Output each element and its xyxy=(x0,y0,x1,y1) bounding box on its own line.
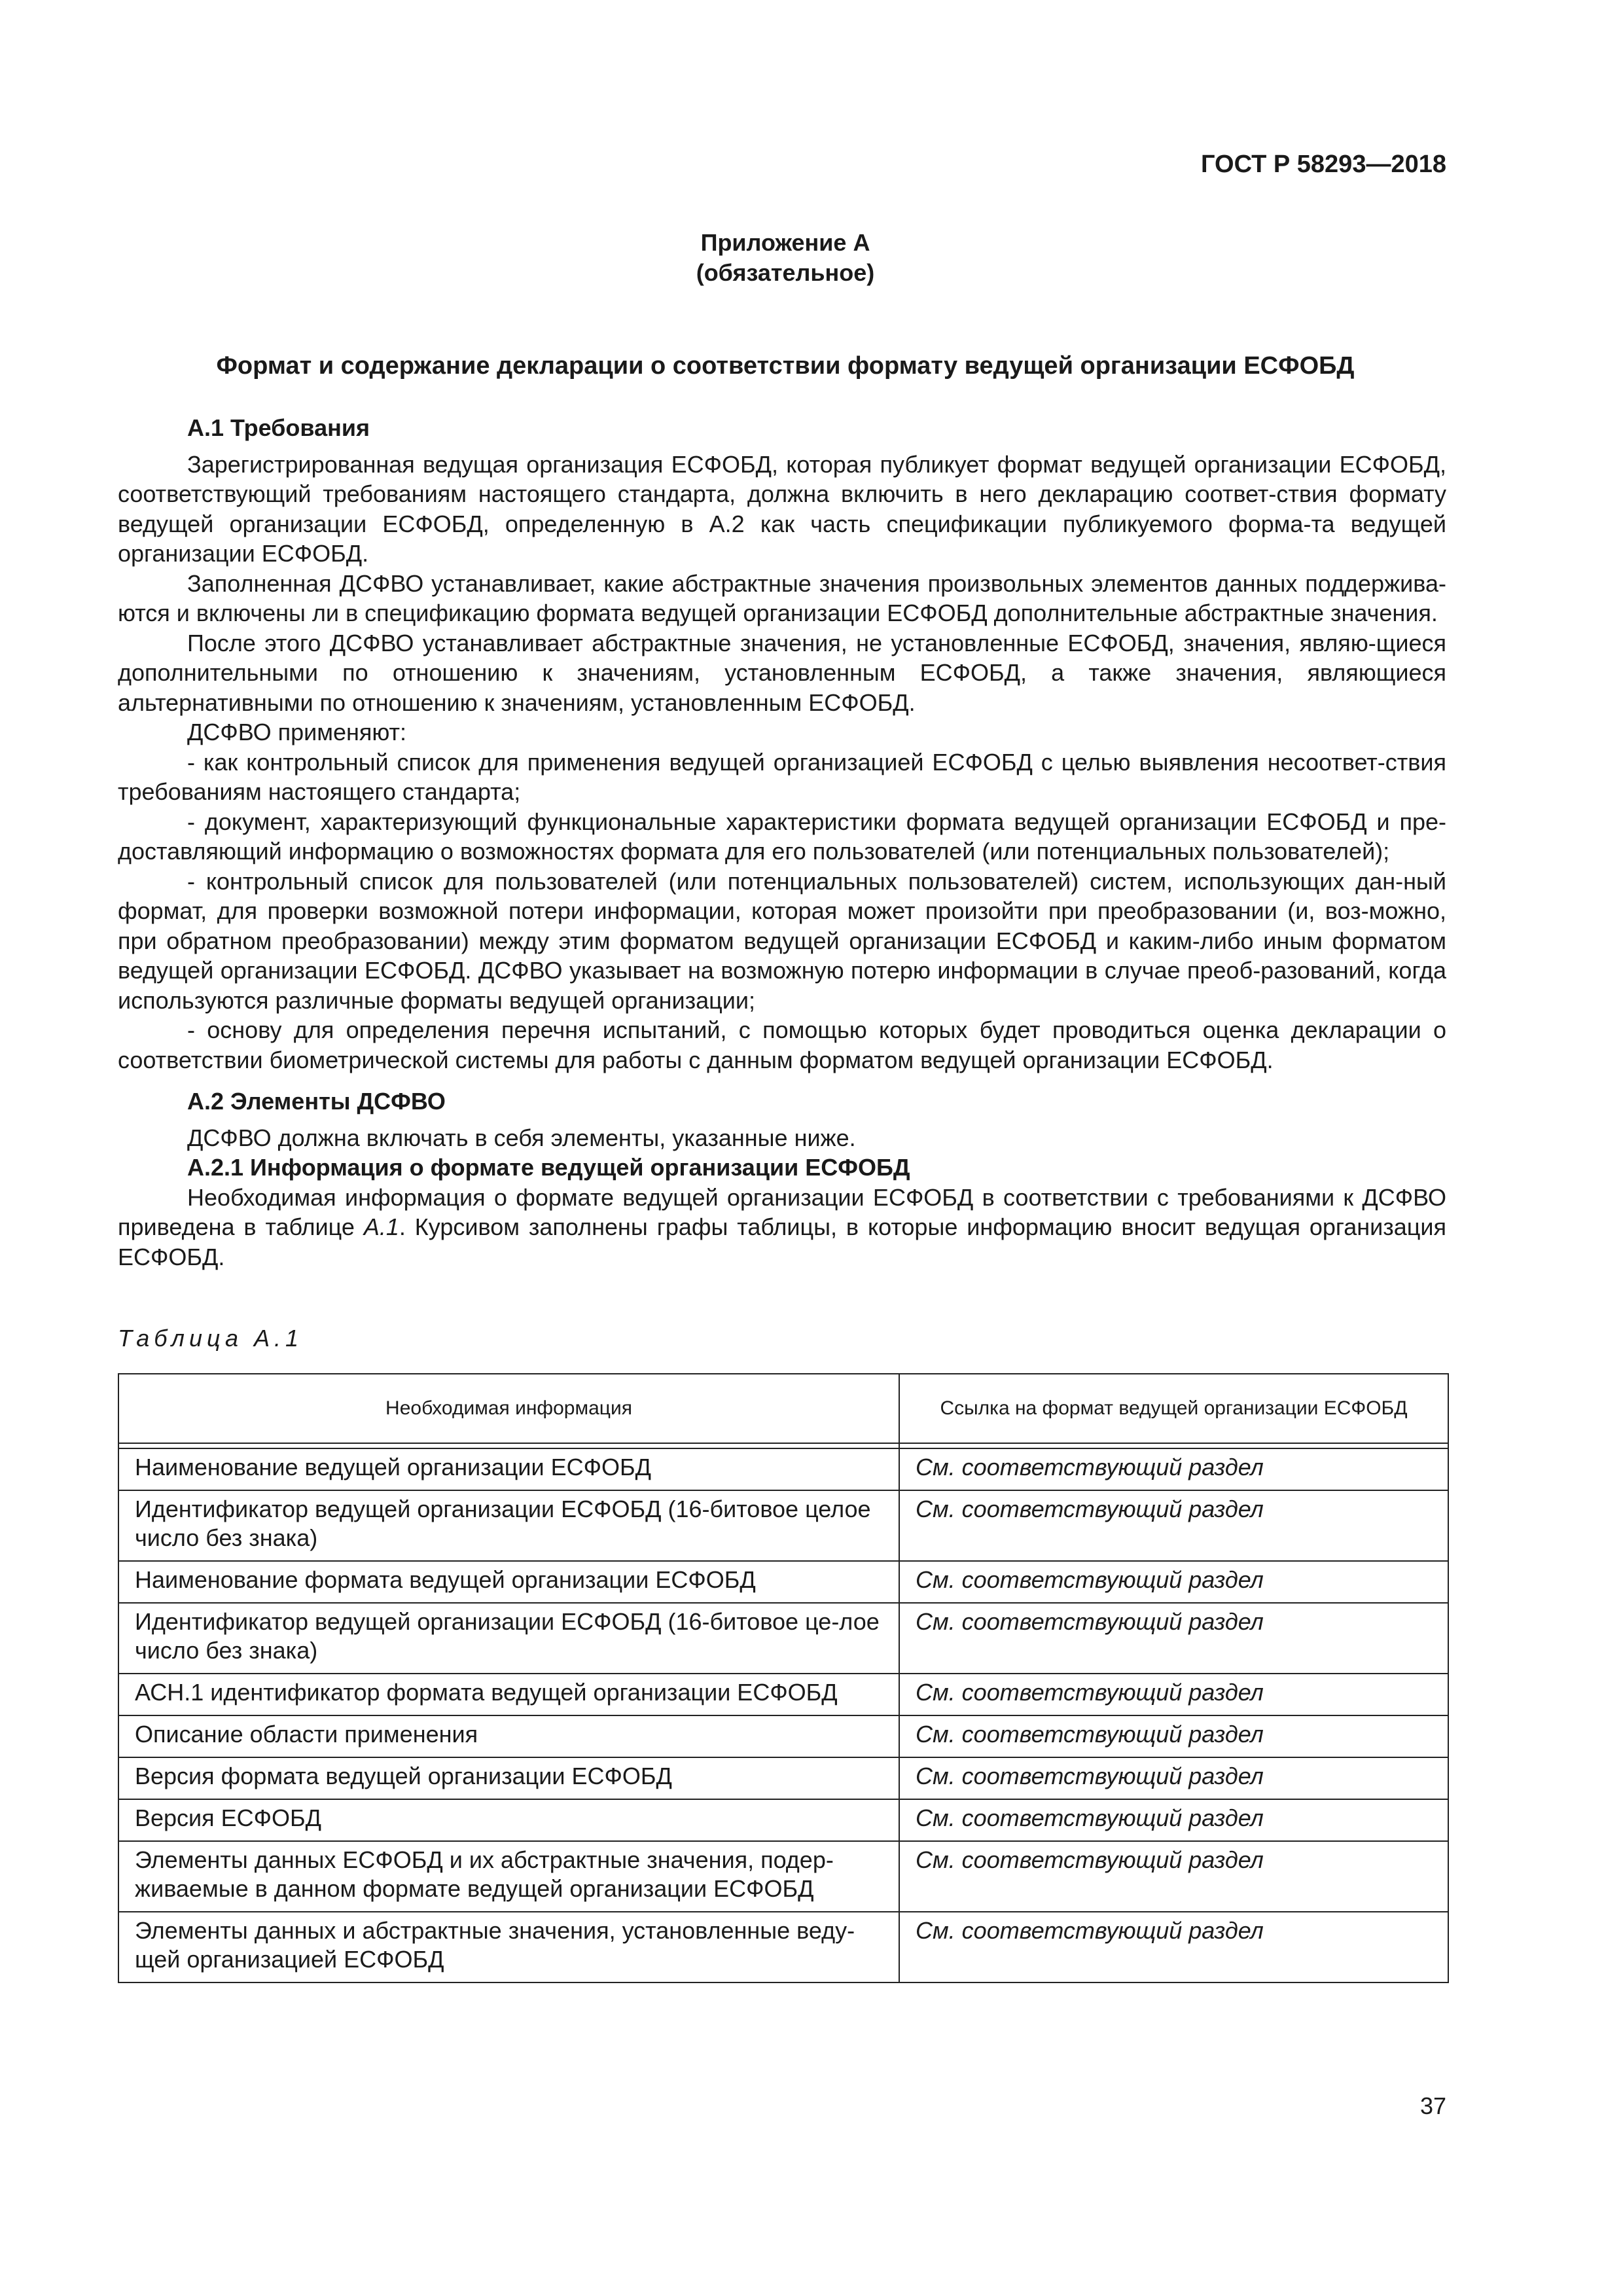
info-cell: Наименование формата ведущей организации ЕСФОБД xyxy=(118,1561,899,1603)
section-a1-heading: А.1 Требования xyxy=(187,414,370,441)
column-header: Необходимая информация xyxy=(118,1374,899,1443)
ref-cell: См. соответствующий раздел xyxy=(899,1490,1448,1561)
appendix-heading xyxy=(654,228,916,288)
ref-cell: См. соответствующий раздел xyxy=(899,1603,1448,1674)
ref-cell: См. соответствующий раздел xyxy=(899,1715,1448,1757)
ref-cell: См. соответствующий раздел xyxy=(899,1799,1448,1841)
table-row xyxy=(118,1841,1448,1912)
table-row xyxy=(118,1561,1448,1603)
list-item: - документ, характеризующий функциональные характеристики формата ведущей организации ЕСФОБД и пре-доставляющий информацию о возможностях формата для его пользователей (или потенциальных пользователей); xyxy=(118,808,1446,865)
table-row xyxy=(118,1603,1448,1674)
table-reference: А.1 xyxy=(363,1213,399,1240)
list-item: - как контрольный список для применения ведущей организацией ЕСФОБД с целью выявления несоответ-ствия требованиям настоящего стандарта; xyxy=(118,748,1446,805)
paragraph: ДСФВО применяют: xyxy=(187,719,407,745)
paragraph: Зарегистрированная ведущая организация ЕСФОБД, которая публикует формат ведущей организации ЕСФОБД, соответствующий требованиям настоящего стандарта, должна включить в него декларацию соответ-ствия формату ведущей организации ЕСФОБД, определенную в А.2 как часть спецификации публикуемого форма-та ведущей организации ЕСФОБД. xyxy=(118,450,1446,567)
ref-cell: См. соответствующий раздел xyxy=(899,1912,1448,1982)
section-a2-heading: А.2 Элементы ДСФВО xyxy=(187,1088,446,1115)
info-cell: Наименование ведущей организации ЕСФОБД xyxy=(118,1448,899,1490)
info-cell: Версия ЕСФОБД xyxy=(118,1799,899,1841)
paragraph: Заполненная ДСФВО устанавливает, какие абстрактные значения произвольных элементов данных поддержива-ются и включены ли в спецификацию формата ведущей организации ЕСФОБД дополнительные абстрактные значения. xyxy=(118,569,1446,626)
body-text xyxy=(118,413,1446,1272)
page-number: 37 xyxy=(1419,2092,1446,2119)
info-cell: Идентификатор ведущей организации ЕСФОБД (16-битовое це-лое число без знака) xyxy=(118,1603,899,1674)
table-row xyxy=(118,1912,1448,1982)
section-a21-heading: А.2.1 Информация о формате ведущей организации ЕСФОБД xyxy=(187,1154,910,1181)
standard-code: ГОСТ Р 58293—2018 xyxy=(1201,151,1446,178)
list-item: - контрольный список для пользователей (или потенциальных пользователей) систем, использующих дан-ный формат, для проверки возможной потери информации, которая может произойти при преобразовании (и, воз-можно, при обратном преобразовании) между этим форматом ведущей организации ЕСФОБД и каким-либо иным форматом ведущей организации ЕСФОБД. ДСФВО указывает на возможную потерю информации в случае преоб-разований, когда используются различные форматы ведущей организации; xyxy=(118,867,1446,1014)
table-row xyxy=(118,1490,1448,1561)
table-row xyxy=(118,1715,1448,1757)
info-cell: Версия формата ведущей организации ЕСФОБД xyxy=(118,1757,899,1799)
table-row xyxy=(118,1757,1448,1799)
ref-cell: См. соответствующий раздел xyxy=(899,1757,1448,1799)
info-cell: Описание области применения xyxy=(118,1715,899,1757)
requirements-table xyxy=(118,1373,1449,1983)
table-row xyxy=(118,1448,1448,1490)
paragraph-text: . Курсивом заполнены графы таблицы, в которые информацию вносит ведущая организация ЕСФОБД. xyxy=(118,1213,1446,1270)
paragraph-text: Необходимая информация о формате ведущей организации ЕСФОБД в соответствии с требованиями к ДСФВО приведена в таблице xyxy=(118,1183,1446,1240)
list-item: - основу для определения перечня испытаний, с помощью которых будет проводиться оценка декларации о соответствии биометрической системы для работы с данным форматом ведущей организации ЕСФОБД. xyxy=(118,1016,1446,1073)
ref-cell: См. соответствующий раздел xyxy=(899,1448,1448,1490)
paragraph: После этого ДСФВО устанавливает абстрактные значения, не установленные ЕСФОБД, значения, являю-щиеся дополнительными по отношению к значениям, установленным ЕСФОБД, а также значения, являющиеся альтернативными по отношению к значениям, установленным ЕСФОБД. xyxy=(118,629,1446,716)
appendix-status: (обязательное) xyxy=(696,259,875,286)
ref-cell: См. соответствующий раздел xyxy=(899,1674,1448,1715)
table-row xyxy=(118,1674,1448,1715)
ref-cell: См. соответствующий раздел xyxy=(899,1841,1448,1912)
table-caption: Таблица А.1 xyxy=(118,1325,304,1352)
column-header: Ссылка на формат ведущей организации ЕСФОБД xyxy=(899,1374,1448,1443)
table-header-row xyxy=(118,1374,1448,1443)
info-cell: АСН.1 идентификатор формата ведущей организации ЕСФОБД xyxy=(118,1674,899,1715)
ref-cell: См. соответствующий раздел xyxy=(899,1561,1448,1603)
document-title: Формат и содержание декларации о соответствии формату ведущей организации ЕСФОБД xyxy=(216,352,1355,380)
paragraph: ДСФВО должна включать в себя элементы, указанные ниже. xyxy=(187,1124,856,1151)
appendix-title: Приложение А xyxy=(700,229,870,256)
info-cell: Элементы данных ЕСФОБД и их абстрактные значения, подер-живаемые в данном формате ведущей организации ЕСФОБД xyxy=(118,1841,899,1912)
info-cell: Идентификатор ведущей организации ЕСФОБД (16-битовое целое число без знака) xyxy=(118,1490,899,1561)
paragraph xyxy=(118,1183,1446,1272)
info-cell: Элементы данных и абстрактные значения, установленные веду-щей организацией ЕСФОБД xyxy=(118,1912,899,1982)
table-row xyxy=(118,1799,1448,1841)
header-separator xyxy=(118,1443,1448,1448)
